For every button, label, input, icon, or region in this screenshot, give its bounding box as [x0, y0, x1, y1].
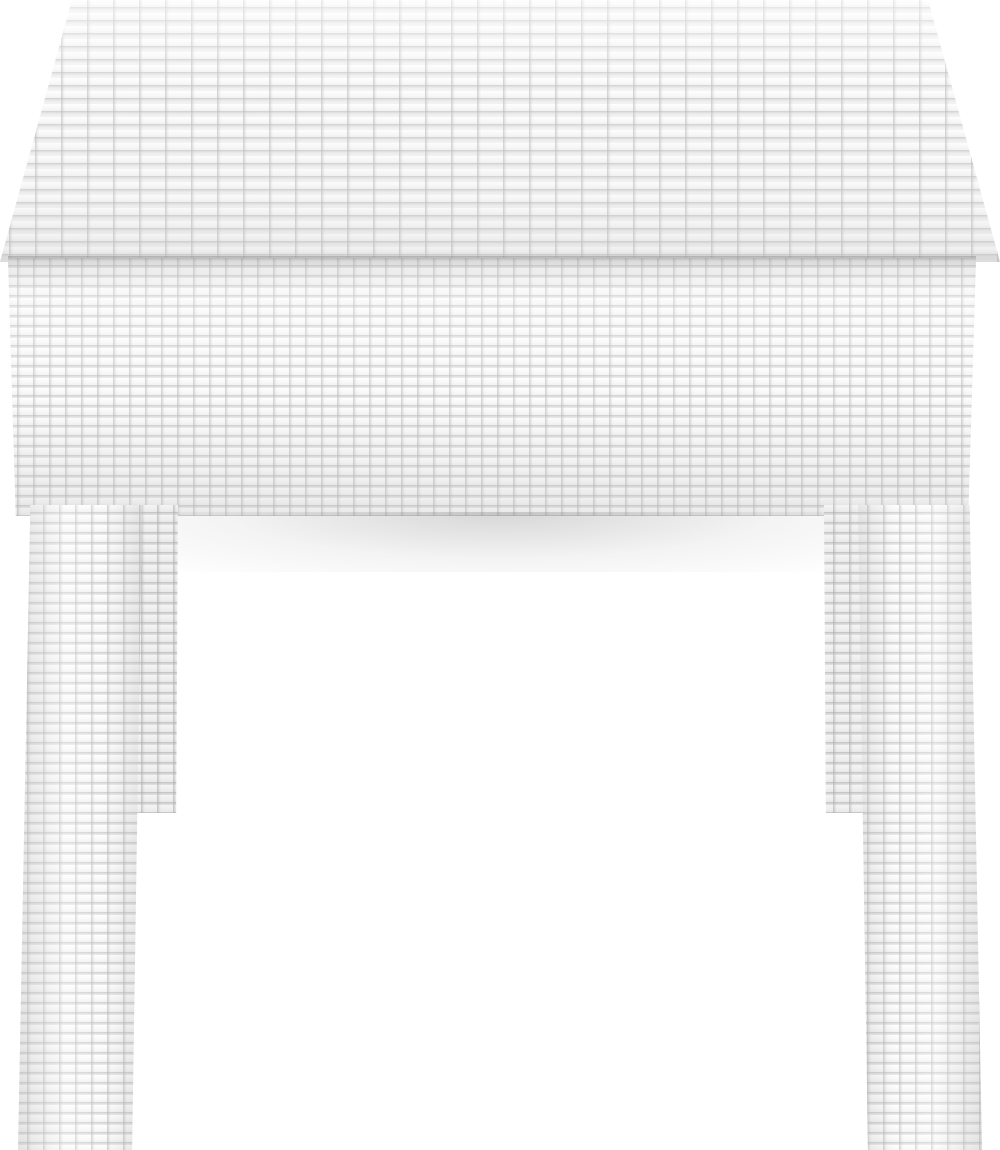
leg-front-left: [18, 505, 142, 1150]
under-table-shadow: [150, 512, 850, 572]
table-apron: [8, 258, 976, 516]
table-top-surface: [0, 0, 1000, 262]
leg-front-right: [858, 505, 982, 1150]
